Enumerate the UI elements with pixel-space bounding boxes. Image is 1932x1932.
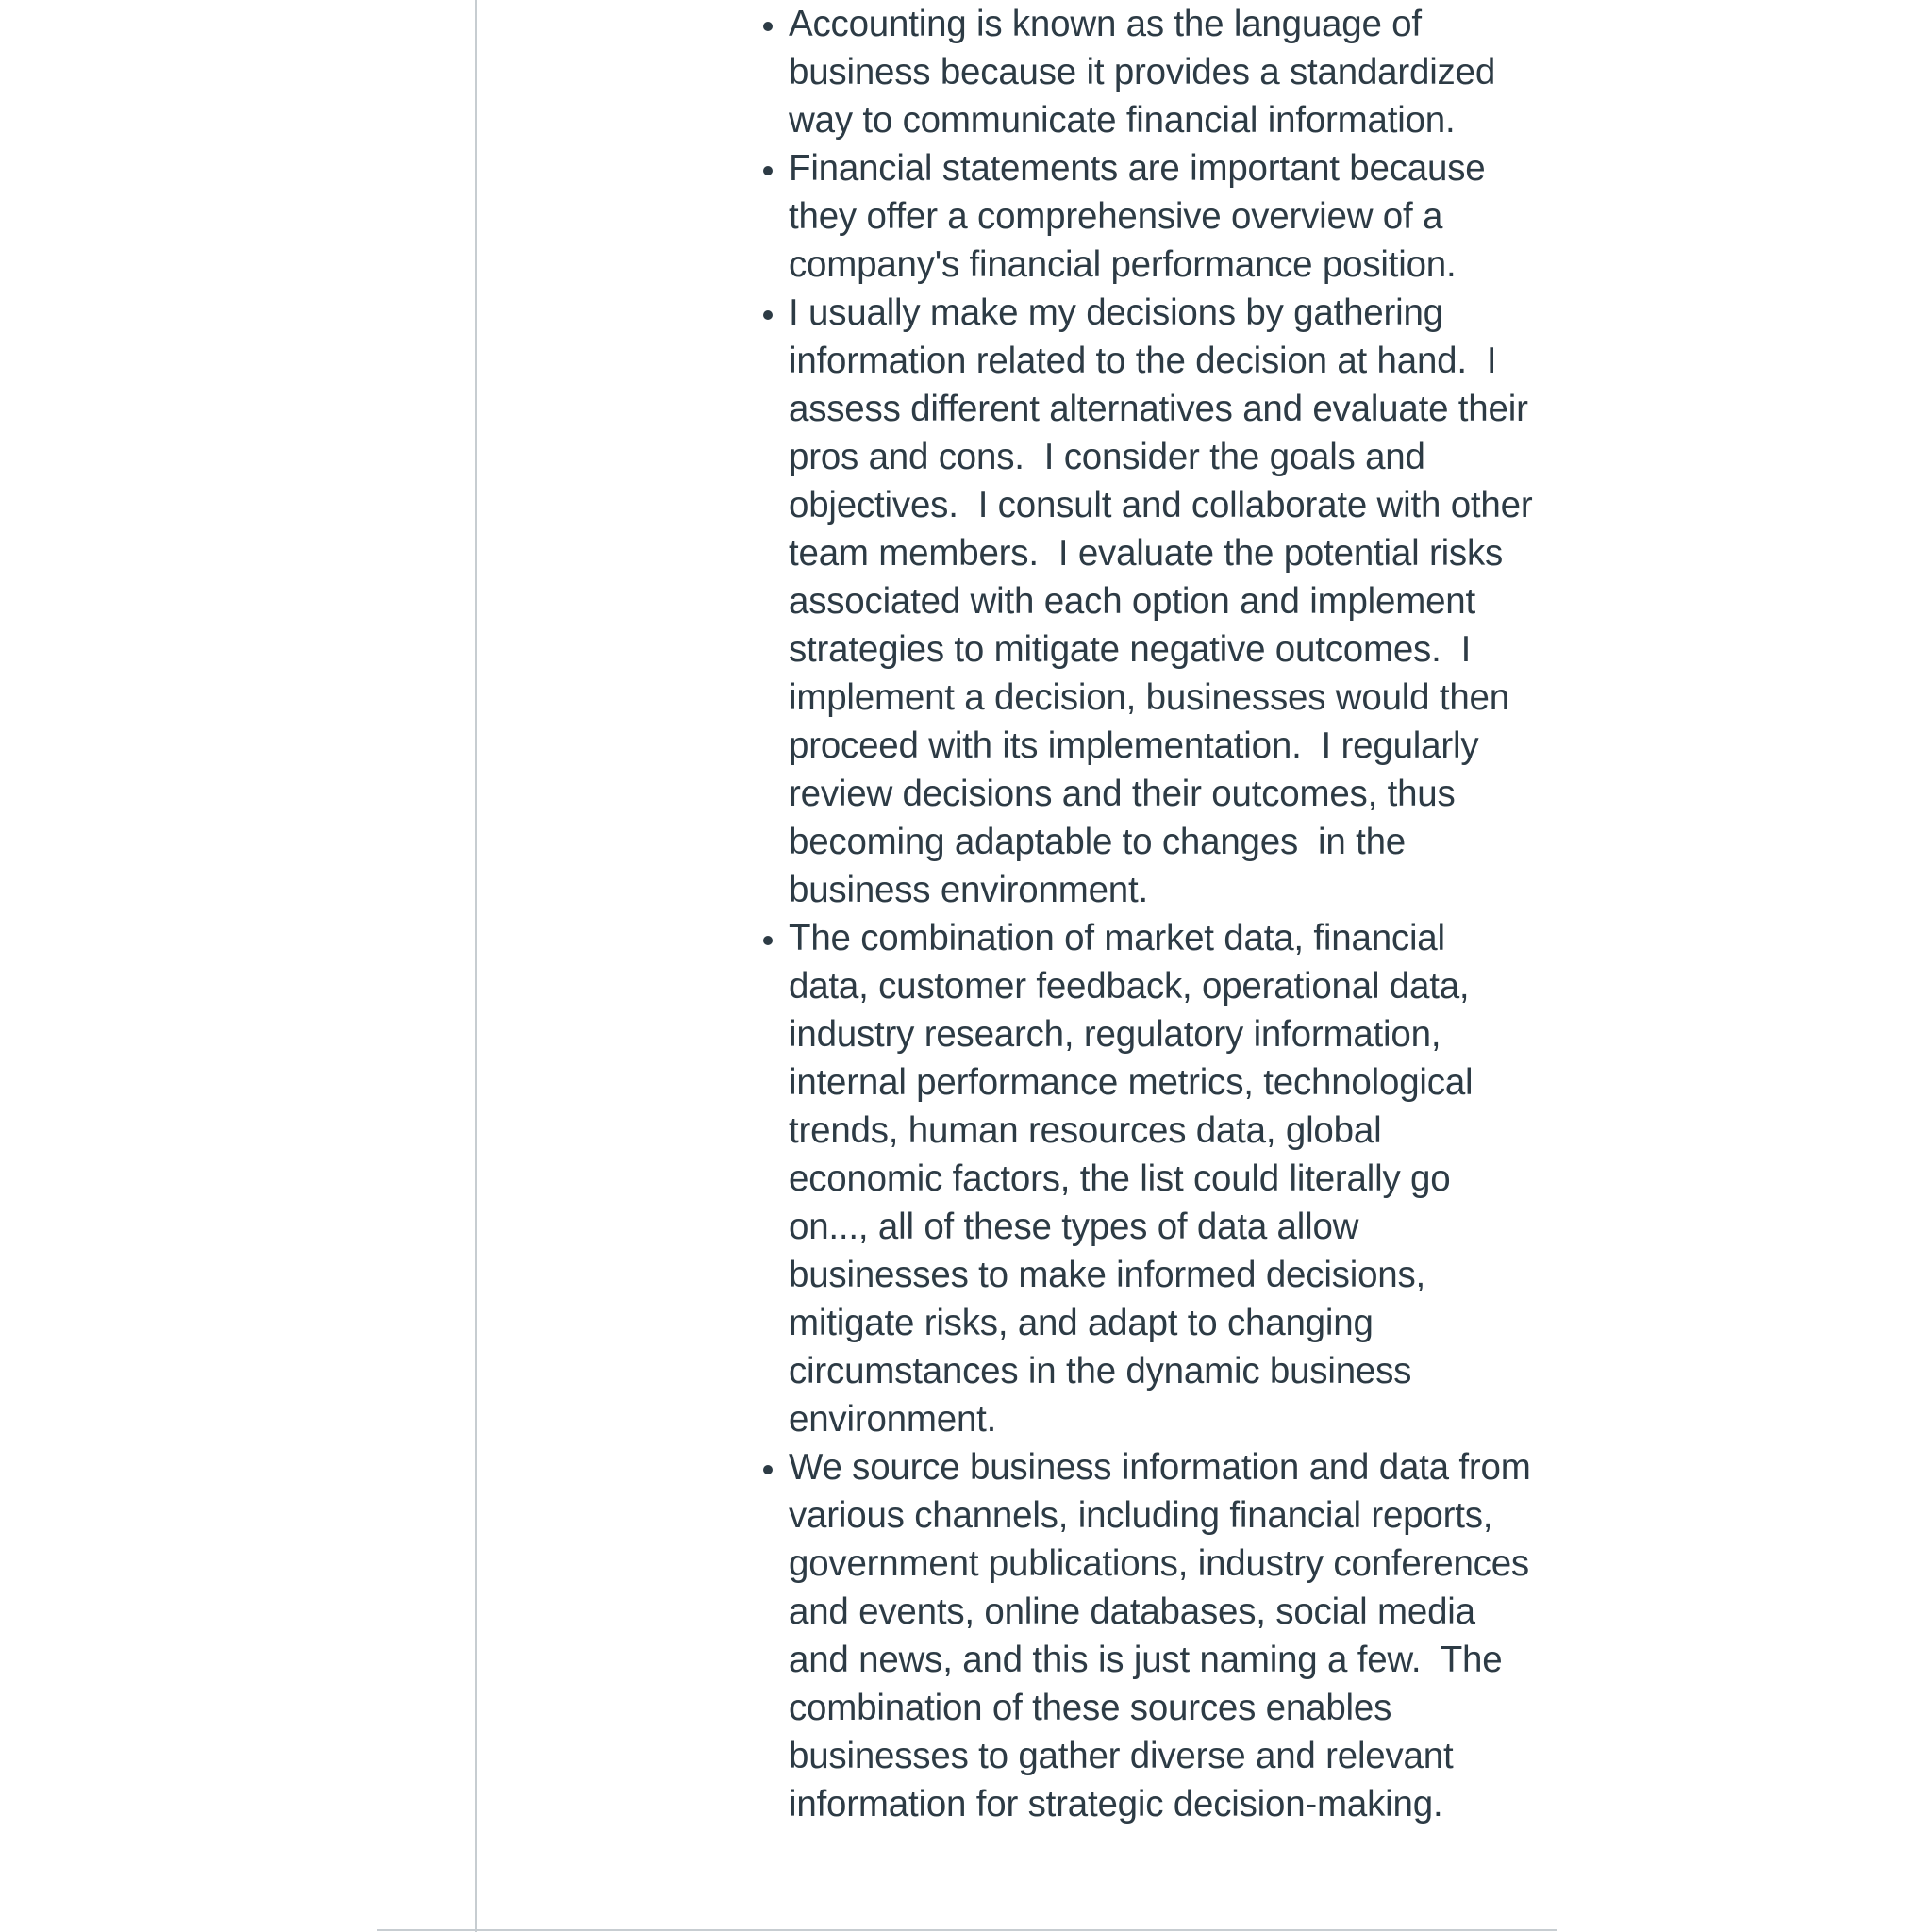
bullet-list — [732, 0, 1542, 1828]
list-item-accounting-language: • Accounting is known as the language of business because it provides a standardized way to communicate financial information. — [789, 0, 1534, 144]
list-item-financial-statements: • Financial statements are important because they offer a comprehensive overview of a company's financial performance position. — [789, 144, 1534, 289]
post-content — [732, 0, 1542, 1932]
bottom-border-divider — [377, 1929, 1557, 1931]
list-item-data-combination: • The combination of market data, financial data, customer feedback, operational data, industry research, regulatory information, internal performance metrics, technological trends, human resources data, global economic factors, the list could literally go on..., all of these types of data allow businesses to make informed decisions, mitigate risks, and adapt to changing circumstances in the dynamic business environment. — [789, 914, 1534, 1443]
left-border-divider — [475, 0, 477, 1932]
list-item-information-sources: • We source business information and data from various channels, including financial reports, government publications, industry conferences and events, online databases, social media and news, and this is just naming a few. The combination of these sources enables businesses to gather diverse and relevant information for strategic decision-making. — [789, 1443, 1534, 1828]
list-item-decision-making: • I usually make my decisions by gathering information related to the decision at hand. I assess different alternatives and evaluate their pros and cons. I consider the goals and objectives. I consult and collaborate with other team members. I evaluate the potential risks associated with each option and implement strategies to mitigate negative outcomes. I implement a decision, businesses would then proceed with its implementation. I regularly review decisions and their outcomes, thus becoming adaptable to changes in the business environment. — [789, 289, 1534, 914]
